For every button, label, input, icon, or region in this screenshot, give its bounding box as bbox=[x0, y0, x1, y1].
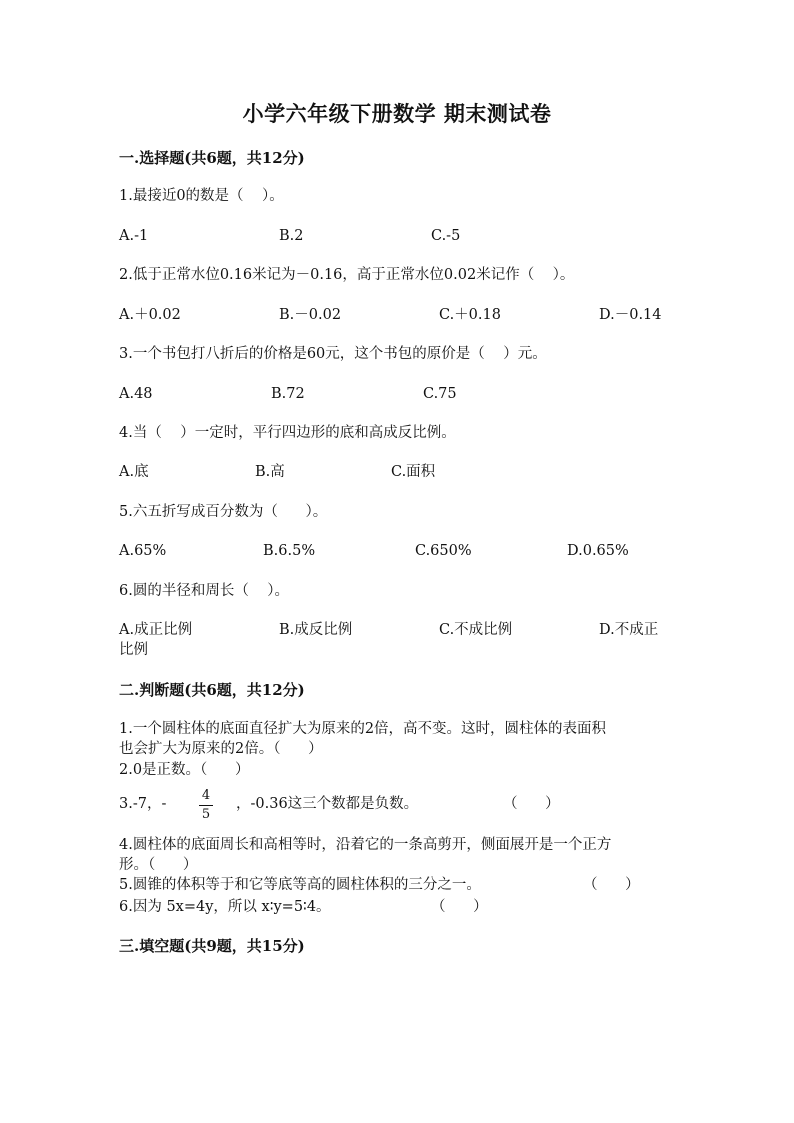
option-c: C.＋0.18 bbox=[439, 307, 501, 323]
option-c: C.-5 bbox=[431, 228, 461, 244]
fraction-denominator: 5 bbox=[201, 807, 211, 822]
option-a: A.48 bbox=[119, 386, 153, 402]
question-stem: 1.最接近0的数是（ ）。 bbox=[119, 188, 284, 204]
option-b: B.2 bbox=[279, 228, 304, 244]
option-d: D.－0.14 bbox=[599, 307, 662, 323]
fraction-numerator: 4 bbox=[199, 788, 213, 806]
option-c: C.650% bbox=[415, 543, 472, 559]
question-stem: 6.圆的半径和周长（ ）。 bbox=[119, 583, 290, 599]
judge-item-4-cont: 形。（ ） bbox=[119, 857, 198, 873]
section-heading-choice: 一.选择题(共6题，共12分) bbox=[119, 149, 305, 167]
fraction bbox=[199, 788, 213, 823]
option-a: A.65% bbox=[119, 543, 167, 559]
question-stem: 4.当（ ）一定时，平行四边形的底和高成反比例。 bbox=[119, 425, 456, 441]
judge-item-1-cont: 也会扩大为原来的2倍。（ ） bbox=[119, 741, 323, 757]
section-heading-fill: 三.填空题(共9题，共15分) bbox=[119, 937, 305, 955]
option-d: D.不成正 bbox=[599, 622, 659, 638]
question-stem: 2.低于正常水位0.16米记为－0.16，高于正常水位0.02米记作（ ）。 bbox=[119, 267, 575, 283]
option-c: C.面积 bbox=[391, 464, 436, 480]
judge-item-1: 1.一个圆柱体的底面直径扩大为原来的2倍，高不变。这时，圆柱体的表面积 bbox=[119, 721, 607, 737]
question-stem: 3.一个书包打八折后的价格是60元，这个书包的原价是（ ）元。 bbox=[119, 346, 547, 362]
judge-item-3: 3.-7，- bbox=[119, 796, 167, 812]
judge-item-4: 4.圆柱体的底面周长和高相等时，沿着它的一条高剪开，侧面展开是一个正方 bbox=[119, 837, 612, 853]
option-a: A.底 bbox=[119, 464, 149, 480]
answer-bracket: （ ） bbox=[431, 899, 488, 915]
option-a: A.成正比例 bbox=[119, 622, 193, 638]
option-d: D.0.65% bbox=[567, 543, 629, 559]
section-heading-judge: 二.判断题(共6题，共12分) bbox=[119, 681, 305, 699]
option-b: B.－0.02 bbox=[279, 307, 342, 323]
option-b: B.成反比例 bbox=[279, 622, 353, 638]
judge-item-6: 6.因为 5x=4y，所以 x∶y=5∶4。 bbox=[119, 899, 331, 915]
option-d-wrap: 比例 bbox=[119, 642, 148, 658]
judge-item-3-rest: ，-0.36这三个数都是负数。 bbox=[236, 796, 419, 812]
option-b: B.72 bbox=[271, 386, 305, 402]
option-a: A.＋0.02 bbox=[119, 307, 181, 323]
option-b: B.6.5% bbox=[263, 543, 316, 559]
page-title: 小学六年级下册数学 期末测试卷 bbox=[242, 101, 552, 126]
option-c: C.不成比例 bbox=[439, 622, 513, 638]
answer-bracket: （ ） bbox=[503, 796, 560, 812]
answer-bracket: （ ） bbox=[583, 877, 640, 893]
question-stem: 5.六五折写成百分数为（ ）。 bbox=[119, 504, 328, 520]
judge-item-2: 2.0是正数。（ ） bbox=[119, 762, 250, 778]
option-b: B.高 bbox=[255, 464, 285, 480]
option-c: C.75 bbox=[423, 386, 457, 402]
option-a: A.-1 bbox=[119, 228, 149, 244]
judge-item-5: 5.圆锥的体积等于和它等底等高的圆柱体积的三分之一。 bbox=[119, 877, 481, 893]
